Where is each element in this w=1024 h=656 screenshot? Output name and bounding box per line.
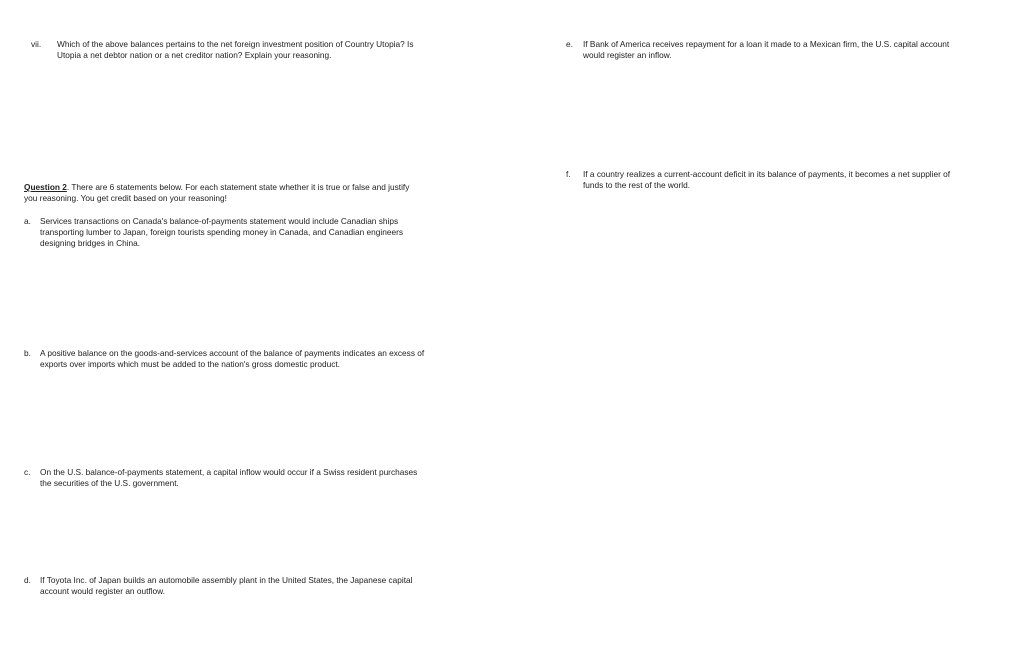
statement-c xyxy=(24,467,474,489)
statement-line: funds to the rest of the world. xyxy=(583,180,690,191)
statement-text xyxy=(583,169,1006,191)
statement-line: account would register an outflow. xyxy=(40,586,165,597)
statement-f xyxy=(566,169,1006,191)
question-vii-number: vii. xyxy=(31,39,42,49)
statement-line: would register an inflow. xyxy=(583,50,672,61)
statement-line: exports over imports which must be added to the nation's gross domestic product. xyxy=(40,359,340,370)
question-2-heading: Question 2 xyxy=(24,182,67,192)
question-vii-text xyxy=(57,39,471,61)
statement-line: If Bank of America receives repayment for a loan it made to a Mexican firm, the U.S. capital account xyxy=(583,39,950,49)
statement-label: a. xyxy=(24,216,31,226)
statement-label: c. xyxy=(24,467,31,477)
statement-a xyxy=(24,216,474,250)
question-vii-line: Which of the above balances pertains to the net foreign investment position of Country Utopia? Is xyxy=(57,39,414,49)
statement-label: d. xyxy=(24,575,31,585)
statement-line: designing bridges in China. xyxy=(40,238,141,249)
statement-line: Services transactions on Canada's balance-of-payments statement would include Canadian ships xyxy=(40,216,399,226)
statement-label: e. xyxy=(566,39,573,49)
question-2-line: you reasoning. You get credit based on your reasoning! xyxy=(24,193,227,204)
question-2-line xyxy=(24,182,474,193)
statement-d xyxy=(24,575,474,597)
statement-line: If a country realizes a current-account deficit in its balance of payments, it becomes a net supplier of xyxy=(583,169,951,179)
statement-text xyxy=(40,348,474,370)
statement-line: If Toyota Inc. of Japan builds an automobile assembly plant in the United States, the Japanese capital xyxy=(40,575,413,585)
question-2-line1-rest: . There are 6 statements below. For each statement state whether it is true or false and justify xyxy=(66,182,410,192)
statement-line: transporting lumber to Japan, foreign tourists spending money in Canada, and Canadian engineers xyxy=(40,227,403,238)
question-vii xyxy=(31,39,471,61)
statement-text xyxy=(40,216,474,250)
statement-line: A positive balance on the goods-and-services account of the balance of payments indicates an excess of xyxy=(40,348,425,358)
statement-text xyxy=(40,467,474,489)
statement-b xyxy=(24,348,474,370)
statement-label: f. xyxy=(566,169,571,179)
statement-label: b. xyxy=(24,348,31,358)
statement-e xyxy=(566,39,1006,61)
statement-text xyxy=(40,575,474,597)
question-2-intro xyxy=(24,182,474,204)
question-vii-line: Utopia a net debtor nation or a net creditor nation? Explain your reasoning. xyxy=(57,50,332,61)
statement-line: On the U.S. balance-of-payments statement, a capital inflow would occur if a Swiss resident purchases xyxy=(40,467,418,477)
statement-text xyxy=(583,39,1006,61)
statement-line: the securities of the U.S. government. xyxy=(40,478,179,489)
